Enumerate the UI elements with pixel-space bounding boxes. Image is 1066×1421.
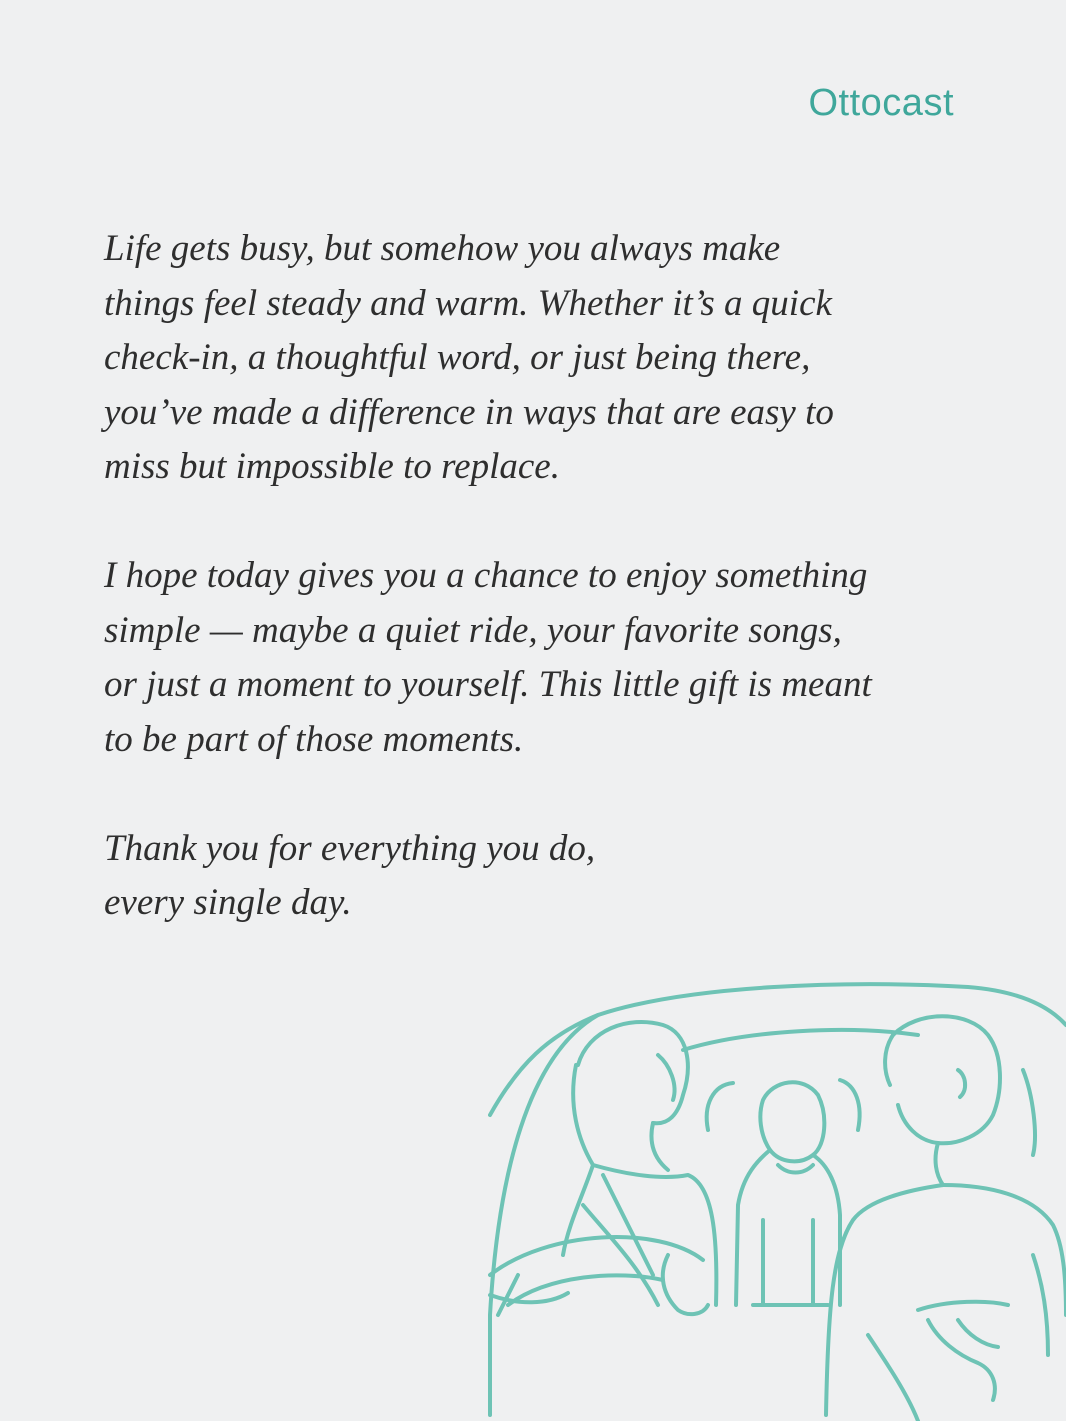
letter-line: Thank you for everything you do, bbox=[104, 827, 596, 869]
letter-paragraph-3 bbox=[104, 822, 984, 931]
letter-line: or just a moment to yourself. This little gift is meant bbox=[104, 664, 872, 705]
letter-line: miss but impossible to replace. bbox=[104, 446, 560, 487]
brand-logo: Ottocast bbox=[808, 82, 954, 124]
letter-line: you’ve made a difference in ways that are easy to bbox=[104, 391, 834, 433]
letter-body bbox=[104, 222, 984, 985]
letter-paragraph-1 bbox=[104, 222, 984, 495]
letter-line: I hope today gives you a chance to enjoy something bbox=[104, 555, 868, 596]
letter-line: things feel steady and warm. Whether it’s a quick bbox=[104, 282, 832, 324]
letter-line: Life gets busy, but somehow you always make bbox=[104, 228, 781, 269]
letter-line: every single day. bbox=[104, 882, 352, 923]
letter-line: to be part of those moments. bbox=[104, 718, 524, 760]
family-in-car-illustration bbox=[488, 975, 1066, 1421]
family-in-car-icon bbox=[488, 975, 1066, 1421]
letter-paragraph-2 bbox=[104, 549, 984, 767]
letter-line: check-in, a thoughtful word, or just being there, bbox=[104, 337, 811, 378]
letter-line: simple — maybe a quiet ride, your favorite songs, bbox=[104, 609, 842, 651]
